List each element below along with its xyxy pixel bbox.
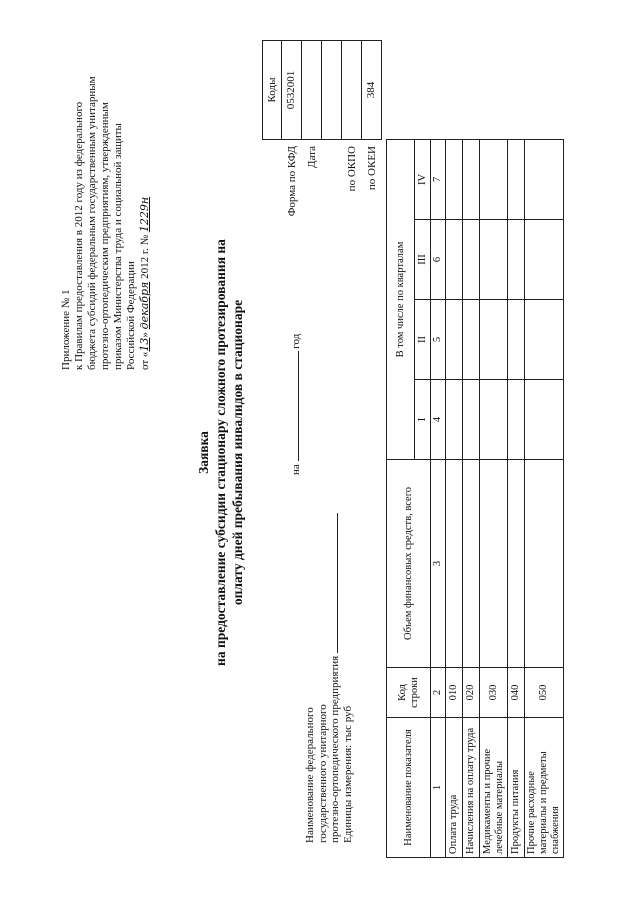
value-cell <box>480 140 508 220</box>
value-cell <box>463 380 480 460</box>
column-number: 5 <box>431 300 446 380</box>
column-number: 3 <box>431 460 446 668</box>
table-row <box>446 140 463 858</box>
value-cell <box>525 220 564 300</box>
period-line: на год <box>290 333 302 475</box>
value-cell <box>446 380 463 460</box>
appendix-line: приказом Министерства труда и социальной защиты <box>112 123 124 370</box>
appendix-date: от «13» декабря 2012 г. № 1229н <box>138 196 151 370</box>
column-number: 4 <box>431 380 446 460</box>
year-blank <box>298 351 299 461</box>
code-label: Дата <box>306 146 318 168</box>
table-row <box>463 140 480 858</box>
table-row <box>508 140 525 858</box>
row-code: 010 <box>446 668 463 718</box>
row-code: 030 <box>480 668 508 718</box>
code-row <box>322 35 342 265</box>
value-cell <box>463 220 480 300</box>
appendix-line: к Правилам предоставления в 2012 году из федерального <box>73 101 85 370</box>
codes-header: Коды <box>262 40 282 140</box>
appendix-line: Приложение № 1 <box>60 289 72 370</box>
appendix-header <box>60 50 152 370</box>
value-cell <box>508 460 525 668</box>
org-line: Наименование федерального <box>304 707 316 843</box>
handwritten-month: декабря <box>138 281 151 330</box>
row-code: 050 <box>525 668 564 718</box>
header-quarter: II <box>415 300 431 380</box>
value-cell <box>446 140 463 220</box>
appendix-line: протезно-ортопедическим предприятиям, утвержденным <box>99 102 111 370</box>
value-cell <box>525 380 564 460</box>
value-cell <box>508 140 525 220</box>
code-row <box>342 35 362 265</box>
table-row <box>480 140 508 858</box>
row-name: Начисления на оплату труда <box>463 718 480 858</box>
code-label: Форма по КФД <box>286 146 298 217</box>
code-value <box>342 40 362 140</box>
column-number: 6 <box>431 220 446 300</box>
value-cell <box>525 460 564 668</box>
value-cell <box>480 300 508 380</box>
header-name: Наименование показателя <box>387 718 431 858</box>
header-code: Код строки <box>387 668 431 718</box>
row-name: Медикаменты и прочие лечебные материалы <box>480 718 508 858</box>
handwritten-number: 1229н <box>138 196 151 233</box>
value-cell <box>525 300 564 380</box>
document-title <box>195 0 246 905</box>
header-volume: Объем финансовых средств, всего <box>387 460 431 668</box>
value-cell <box>480 380 508 460</box>
org-line: государственного унитарного <box>316 704 329 843</box>
column-number: 2 <box>431 668 446 718</box>
value-cell <box>508 300 525 380</box>
value-cell <box>480 220 508 300</box>
header-quarter: I <box>415 380 431 460</box>
title-line: на предоставление субсидии стационару сложного протезирования на <box>213 239 228 666</box>
value-cell <box>480 460 508 668</box>
appendix-line: Российской Федерации <box>125 261 137 370</box>
header-quarter: III <box>415 220 431 300</box>
header-quarter: IV <box>415 140 431 220</box>
code-label: по ОКПО <box>346 146 358 192</box>
organization-block <box>304 483 354 843</box>
column-number: 7 <box>431 140 446 220</box>
code-row <box>362 35 382 265</box>
row-code: 040 <box>508 668 525 718</box>
code-value <box>322 40 342 140</box>
column-numbers-row <box>431 140 446 858</box>
org-name-blank <box>337 513 338 653</box>
codes-box <box>262 35 382 265</box>
appendix-line: бюджета субсидий федеральным государственным унитарным <box>86 76 98 370</box>
table-row <box>525 140 564 858</box>
value-cell <box>463 140 480 220</box>
value-cell <box>446 460 463 668</box>
org-line: протезно-ортопедического предприятия <box>329 483 342 843</box>
title-line: Заявка <box>196 431 211 474</box>
value-cell <box>463 300 480 380</box>
row-code: 020 <box>463 668 480 718</box>
value-cell <box>446 300 463 380</box>
header-quarters-group: В том числе по кварталам <box>387 140 415 460</box>
units-line: Единицы измерения: тыс руб <box>341 705 354 843</box>
code-value: 384 <box>362 40 382 140</box>
value-cell <box>463 460 480 668</box>
value-cell <box>508 220 525 300</box>
value-cell <box>525 140 564 220</box>
code-value <box>302 40 322 140</box>
value-cell <box>446 220 463 300</box>
row-name: Оплата труда <box>446 718 463 858</box>
code-value: 0532001 <box>282 40 302 140</box>
value-cell <box>508 380 525 460</box>
row-name: Продукты питания <box>508 718 525 858</box>
column-number: 1 <box>431 718 446 858</box>
handwritten-day: 13 <box>138 337 151 352</box>
code-row <box>302 35 322 265</box>
request-table <box>386 139 564 858</box>
row-name: Прочие расходные материалы и предметы снабжения <box>525 718 564 858</box>
title-line: оплату дней пребывания инвалидов в стационаре <box>230 299 245 606</box>
code-label: по ОКЕИ <box>366 146 378 191</box>
